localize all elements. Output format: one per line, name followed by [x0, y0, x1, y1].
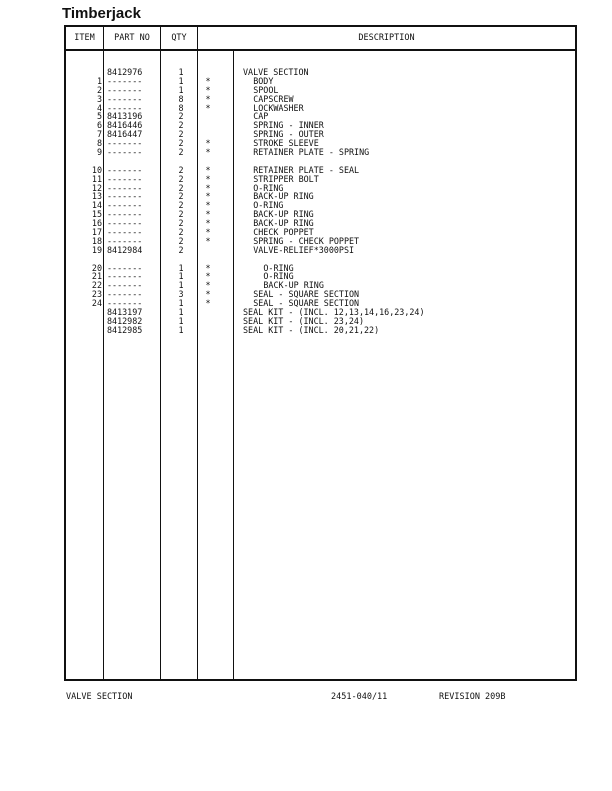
header-qty: QTY [171, 33, 187, 43]
part-number: ------- [107, 209, 143, 220]
table-header [66, 27, 575, 51]
part-number: ------- [107, 138, 143, 149]
quantity: 2 [178, 244, 184, 255]
table-row [66, 104, 575, 113]
table-row [66, 192, 575, 201]
description: O-RING [253, 200, 284, 211]
description: RETAINER PLATE - SEAL [253, 164, 360, 175]
kit-marker: * [205, 289, 211, 300]
table-row [66, 166, 575, 175]
item-number: 12 [91, 182, 102, 193]
part-number: ------- [107, 164, 143, 175]
description: CAPSCREW [253, 93, 294, 104]
description: SEAL - SQUARE SECTION [253, 298, 360, 309]
description: BACK-UP RING [263, 280, 324, 291]
quantity: 2 [178, 120, 184, 131]
part-number: ------- [107, 191, 143, 202]
description: BACK-UP RING [253, 218, 314, 229]
quantity: 2 [178, 191, 184, 202]
quantity: 1 [178, 307, 184, 318]
item-number: 5 [96, 111, 102, 122]
item-number: 10 [91, 164, 102, 175]
part-number: 8413197 [107, 307, 143, 318]
part-number: ------- [107, 262, 143, 273]
item-number: 9 [96, 147, 102, 158]
kit-marker: * [205, 147, 211, 158]
item-number: 22 [91, 280, 102, 291]
quantity: 1 [178, 262, 184, 273]
kit-marker: * [205, 200, 211, 211]
part-number: ------- [107, 173, 143, 184]
part-number: ------- [107, 271, 143, 282]
quantity: 2 [178, 235, 184, 246]
quantity: 1 [178, 315, 184, 326]
table-row [66, 326, 575, 335]
part-number: 8412985 [107, 324, 143, 335]
quantity: 1 [178, 84, 184, 95]
kit-marker: * [205, 298, 211, 309]
footer-section-name: VALVE SECTION [66, 692, 133, 702]
quantity: 2 [178, 129, 184, 140]
part-number: 8412982 [107, 315, 143, 326]
part-number: ------- [107, 75, 143, 86]
kit-marker: * [205, 138, 211, 149]
table-row [66, 86, 575, 95]
kit-marker: * [205, 262, 211, 273]
header-part-no: PART NO [114, 33, 150, 43]
footer-drawing-code: 2451-040/11 [331, 692, 388, 702]
item-number: 14 [91, 200, 102, 211]
quantity: 1 [178, 280, 184, 291]
item-number: 18 [91, 235, 102, 246]
part-number: ------- [107, 298, 143, 309]
footer-revision: REVISION 209B [439, 692, 506, 702]
brand-title: Timberjack [62, 5, 141, 22]
quantity: 2 [178, 164, 184, 175]
item-number: 7 [96, 129, 102, 140]
quantity: 1 [178, 298, 184, 309]
kit-marker: * [205, 182, 211, 193]
description: SEAL - SQUARE SECTION [253, 289, 360, 300]
part-number: ------- [107, 84, 143, 95]
quantity: 2 [178, 173, 184, 184]
table-row [66, 68, 575, 77]
item-number: 11 [91, 173, 102, 184]
quantity: 2 [178, 209, 184, 220]
quantity: 1 [178, 75, 184, 86]
item-number: 17 [91, 227, 102, 238]
table-row [66, 184, 575, 193]
description: SPOOL [253, 84, 279, 95]
part-number: ------- [107, 147, 143, 158]
table-row [66, 210, 575, 219]
quantity: 2 [178, 111, 184, 122]
table-body [66, 68, 575, 335]
part-number: 8416447 [107, 129, 143, 140]
quantity: 2 [178, 227, 184, 238]
part-number: ------- [107, 280, 143, 291]
quantity: 8 [178, 93, 184, 104]
kit-marker: * [205, 235, 211, 246]
description: BACK-UP RING [253, 209, 314, 220]
quantity: 2 [178, 182, 184, 193]
description: O-RING [263, 262, 294, 273]
table-row [66, 201, 575, 210]
description: CAP [253, 111, 269, 122]
quantity: 8 [178, 102, 184, 113]
part-number: ------- [107, 200, 143, 211]
description: BODY [253, 75, 274, 86]
item-number: 19 [91, 244, 102, 255]
kit-marker: * [205, 102, 211, 113]
part-number: 8416446 [107, 120, 143, 131]
description: CHECK POPPET [253, 227, 314, 238]
kit-marker: * [205, 271, 211, 282]
description: RETAINER PLATE - SPRING [253, 147, 370, 158]
item-number: 21 [91, 271, 102, 282]
quantity: 1 [178, 271, 184, 282]
quantity: 2 [178, 200, 184, 211]
item-number: 1 [96, 75, 102, 86]
kit-marker: * [205, 164, 211, 175]
description: SEAL KIT - (INCL. 20,21,22) [243, 324, 380, 335]
quantity: 2 [178, 138, 184, 149]
table-row [66, 77, 575, 86]
description: SPRING - CHECK POPPET [253, 235, 360, 246]
item-number: 4 [96, 102, 102, 113]
quantity: 3 [178, 289, 184, 300]
part-number: 8412984 [107, 244, 143, 255]
table-row [66, 148, 575, 157]
part-number: ------- [107, 289, 143, 300]
table-row [66, 246, 575, 255]
part-number: ------- [107, 102, 143, 113]
item-number: 23 [91, 289, 102, 300]
parts-table [64, 25, 577, 681]
part-number: ------- [107, 235, 143, 246]
item-number: 2 [96, 84, 102, 95]
item-number: 6 [96, 120, 102, 131]
item-number: 15 [91, 209, 102, 220]
header-item: ITEM [74, 33, 95, 43]
table-row [66, 175, 575, 184]
table-row [66, 219, 575, 228]
part-number: ------- [107, 218, 143, 229]
item-number: 13 [91, 191, 102, 202]
quantity: 2 [178, 218, 184, 229]
group-spacer [66, 255, 575, 264]
quantity: 1 [178, 324, 184, 335]
item-number: 3 [96, 93, 102, 104]
quantity: 1 [178, 67, 184, 77]
kit-marker: * [205, 209, 211, 220]
part-number: 8413196 [107, 111, 143, 122]
description: O-RING [263, 271, 294, 282]
description: SPRING - INNER [253, 120, 324, 131]
description: SEAL KIT - (INCL. 12,13,14,16,23,24) [243, 307, 425, 318]
kit-marker: * [205, 227, 211, 238]
part-number: ------- [107, 227, 143, 238]
table-row [66, 264, 575, 273]
kit-marker: * [205, 84, 211, 95]
description: LOCKWASHER [253, 102, 304, 113]
item-number: 16 [91, 218, 102, 229]
table-row [66, 130, 575, 139]
kit-marker: * [205, 75, 211, 86]
item-number: 24 [91, 298, 102, 309]
item-number: 20 [91, 262, 102, 273]
description: SEAL KIT - (INCL. 23,24) [243, 315, 365, 326]
header-description: DESCRIPTION [358, 33, 415, 43]
description: VALVE SECTION [243, 67, 309, 77]
table-row [66, 95, 575, 104]
kit-marker: * [205, 173, 211, 184]
kit-marker: * [205, 280, 211, 291]
kit-marker: * [205, 93, 211, 104]
item-number: 8 [96, 138, 102, 149]
description: STROKE SLEEVE [253, 138, 319, 149]
kit-marker: * [205, 218, 211, 229]
description: VALVE-RELIEF*3000PSI [253, 244, 355, 255]
quantity: 2 [178, 147, 184, 158]
description: O-RING [253, 182, 284, 193]
description: SPRING - OUTER [253, 129, 324, 140]
part-number: ------- [107, 93, 143, 104]
part-number: ------- [107, 182, 143, 193]
description: BACK-UP RING [253, 191, 314, 202]
description: STRIPPER BOLT [253, 173, 319, 184]
kit-marker: * [205, 191, 211, 202]
part-number: 8412976 [107, 67, 143, 77]
